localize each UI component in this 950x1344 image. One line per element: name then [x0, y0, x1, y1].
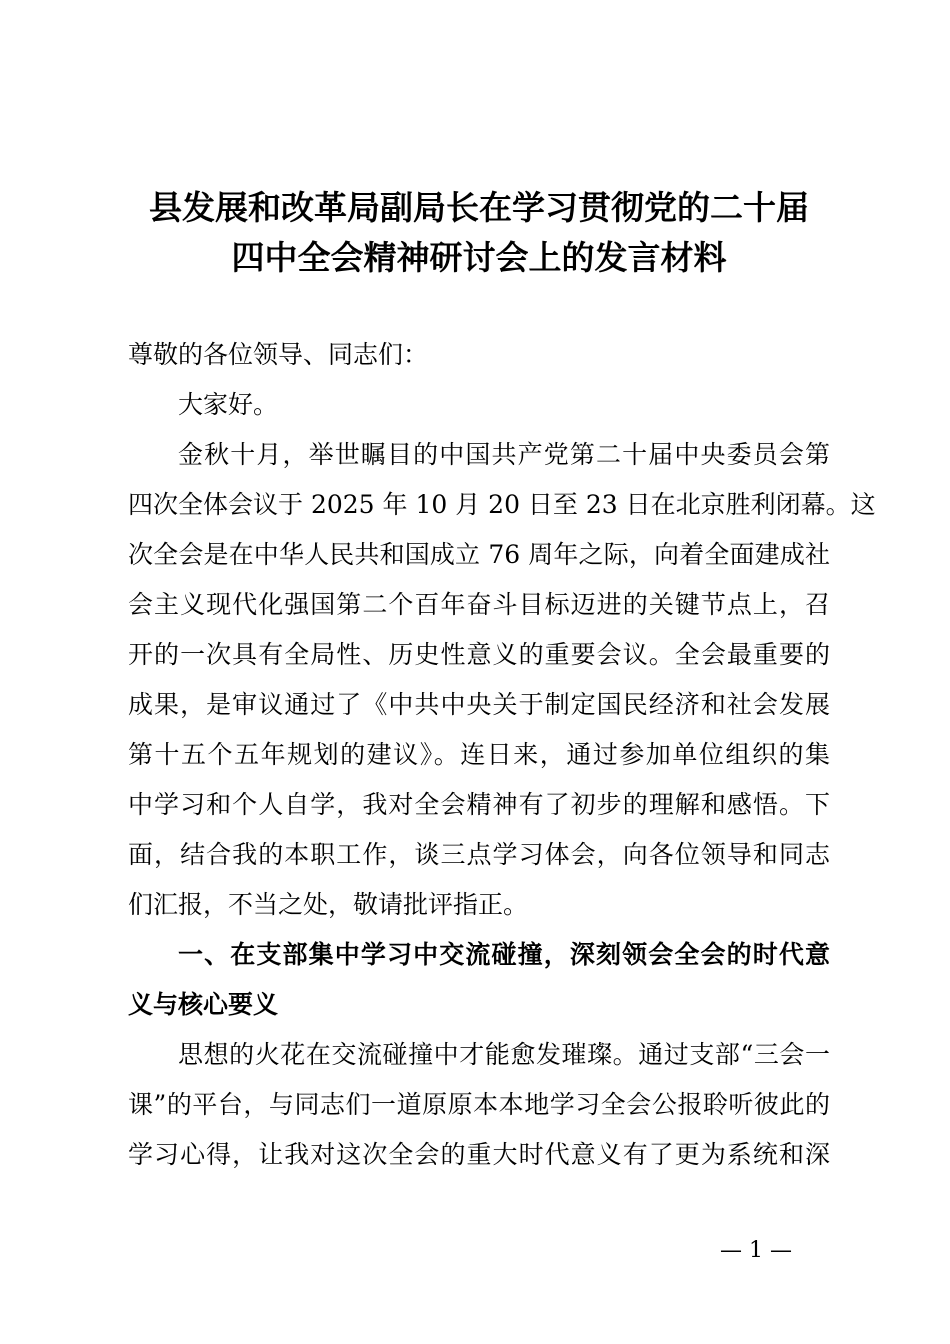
paragraph-line: 面，结合我的本职工作，谈三点学习体会，向各位领导和同志: [128, 840, 830, 869]
heading-line: 义与核心要义: [128, 990, 279, 1019]
paragraph-line: 成果，是审议通过了《中共中央关于制定国民经济和社会发展: [128, 690, 830, 719]
paragraph-line: 四次全体会议于 2025 年 10 月 20 日至 23 日在北京胜利闭幕。这: [128, 490, 876, 519]
paragraph-line: 学习心得，让我对这次全会的重大时代意义有了更为系统和深: [128, 1140, 830, 1169]
heading-line: 一、在支部集中学习中交流碰撞，深刻领会全会的时代意: [178, 940, 830, 969]
title-line-1: 县发展和改革局副局长在学习贯彻党的二十届: [149, 188, 809, 227]
paragraph-line: 中学习和个人自学，我对全会精神有了初步的理解和感悟。下: [128, 790, 830, 819]
salutation: 尊敬的各位领导、同志们：: [128, 340, 429, 369]
paragraph-line: 们汇报，不当之处，敬请批评指正。: [128, 890, 529, 919]
paragraph-line: 会主义现代化强国第二个百年奋斗目标迈进的关键节点上，召: [128, 590, 830, 619]
paragraph-line: 课”的平台，与同志们一道原原本本地学习全会公报聆听彼此的: [128, 1090, 830, 1119]
paragraph-line: 次全会是在中华人民共和国成立 76 周年之际，向着全面建成社: [128, 540, 830, 569]
paragraph-line: 第十五个五年规划的建议》。连日来，通过参加单位组织的集: [128, 740, 830, 769]
paragraph-line: 思想的火花在交流碰撞中才能愈发璀璨。通过支部“三会一: [178, 1040, 830, 1069]
paragraph-line: 金秋十月，举世瞩目的中国共产党第二十届中央委员会第: [178, 440, 830, 469]
page-number: — 1 —: [720, 1238, 792, 1263]
title-line-2: 四中全会精神研讨会上的发言材料: [231, 238, 727, 277]
greeting: 大家好。: [178, 390, 279, 419]
paragraph-line: 开的一次具有全局性、历史性意义的重要会议。全会最重要的: [128, 640, 830, 669]
